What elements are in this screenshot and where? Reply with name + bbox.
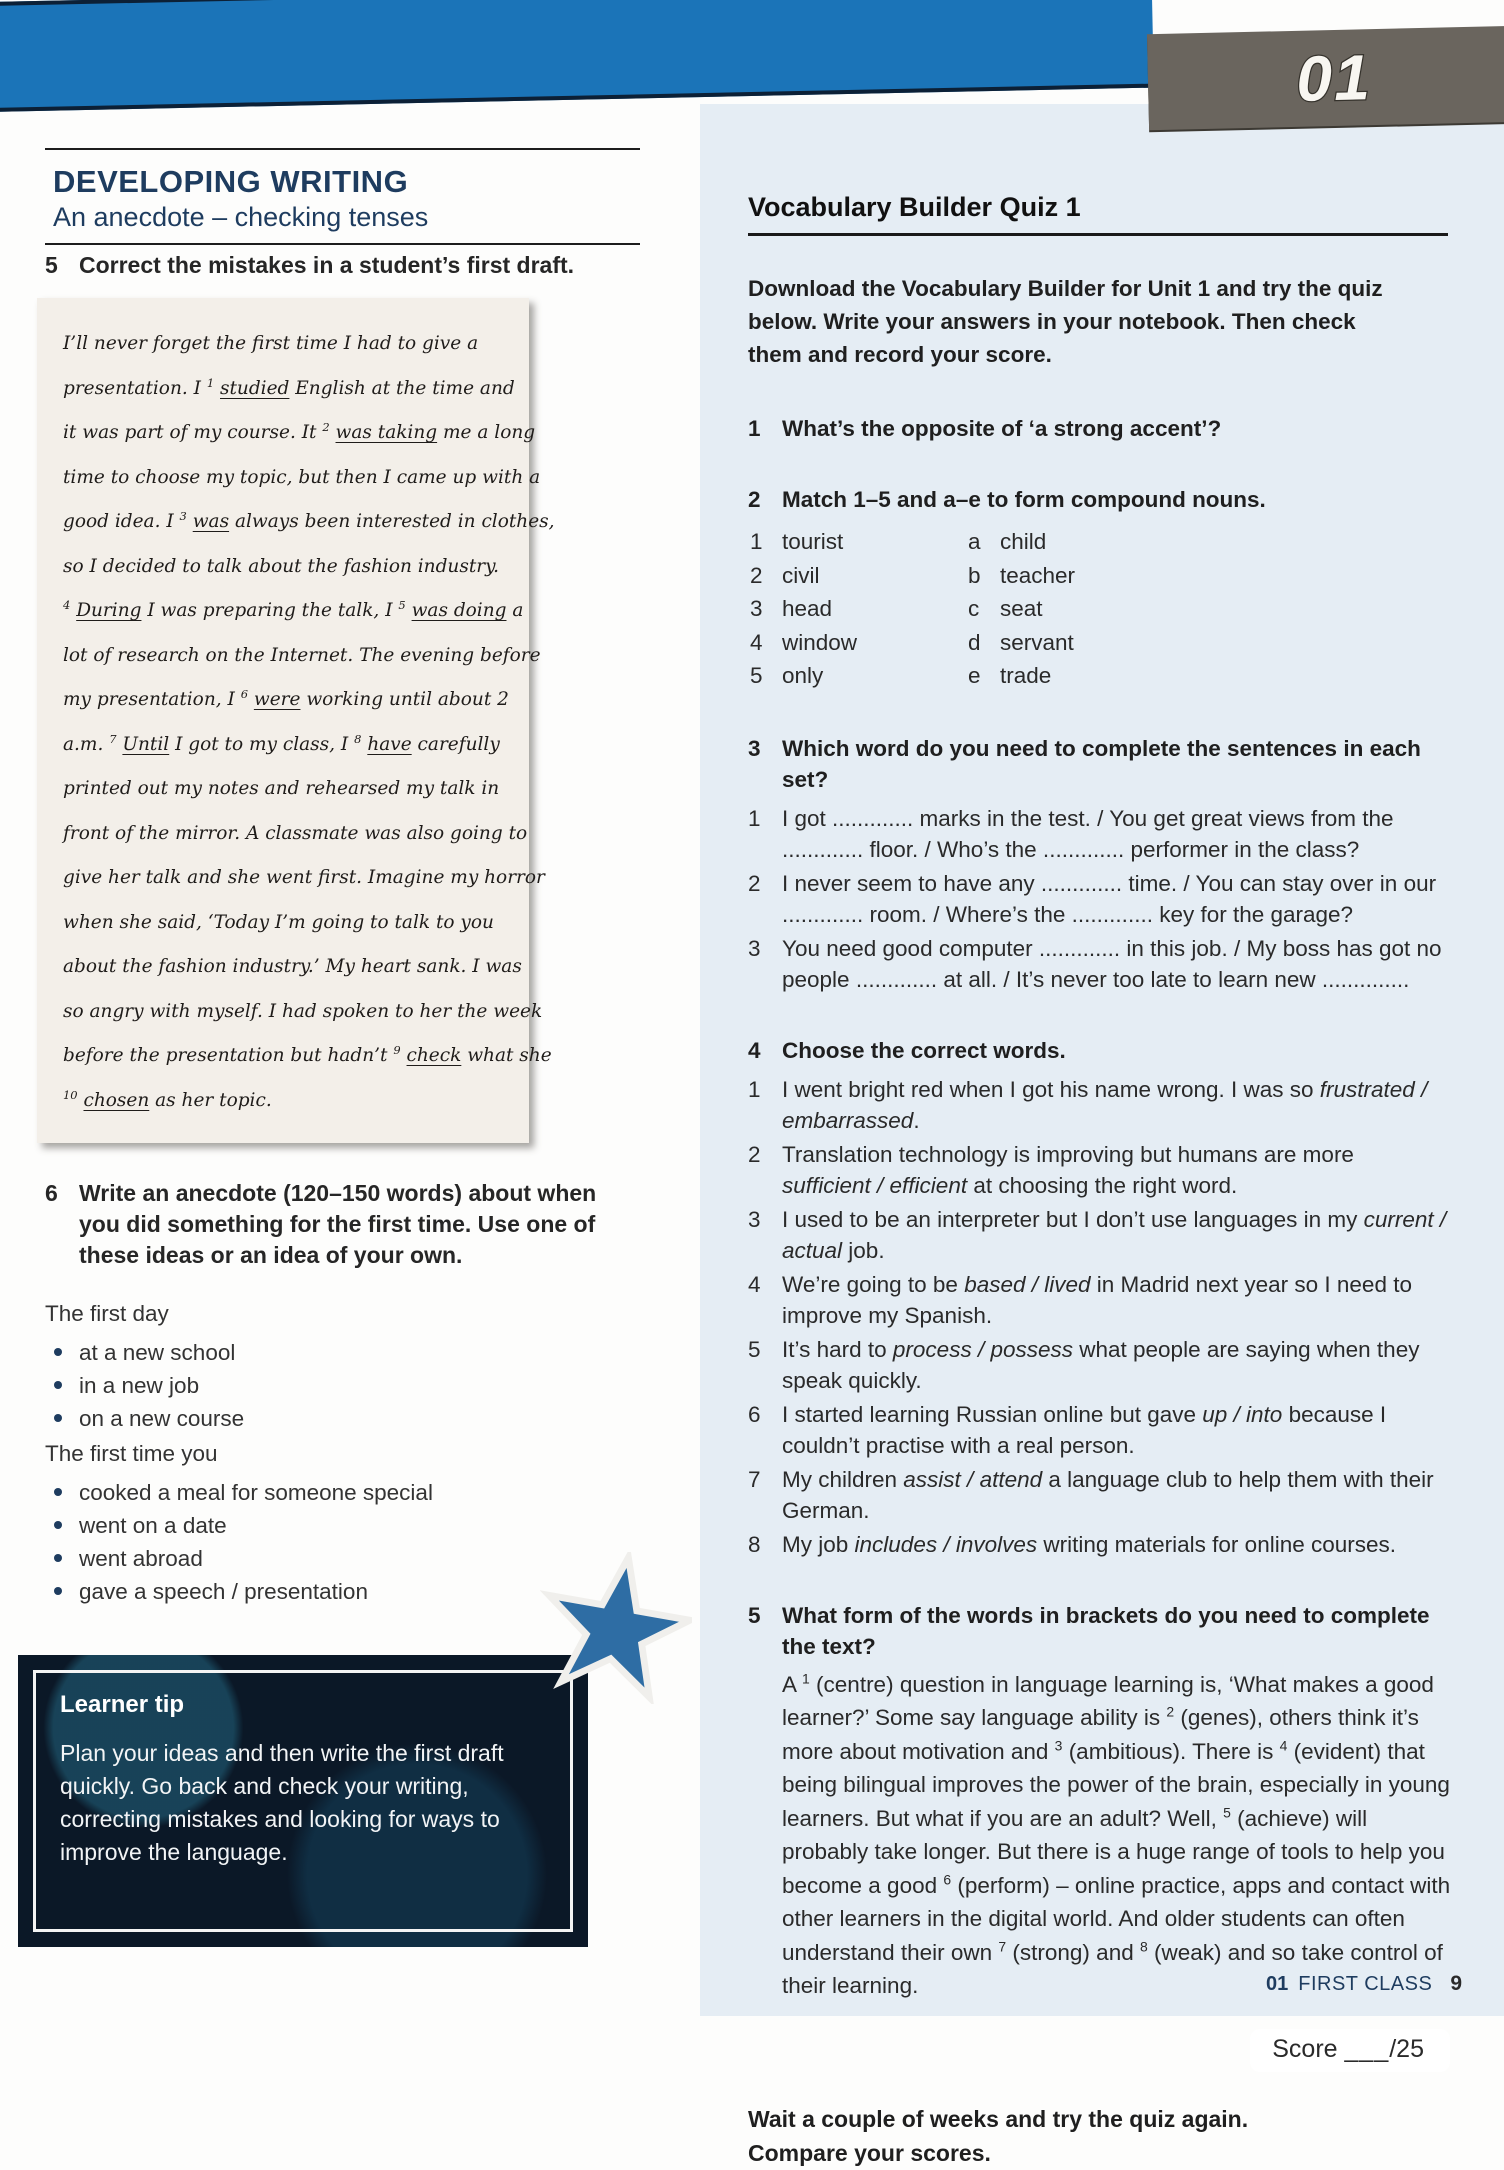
first-day-list bbox=[45, 1298, 605, 1435]
exercise-number: 6 bbox=[45, 1180, 58, 1206]
match-pair: b teacher bbox=[968, 562, 1076, 588]
match-pair: 4 window bbox=[750, 629, 858, 655]
draft-line: front of the mirror. A classmate was also going to bbox=[63, 822, 528, 844]
draft-line: when she said, ‘Today I’m going to talk to you bbox=[63, 911, 494, 933]
learner-tip-body: Plan your ideas and then write the first draft quickly. Go back and check your writing, correcting mistakes and looking for ways to improve the language. bbox=[60, 1740, 504, 1865]
match-pair: 2 civil bbox=[750, 562, 820, 588]
question-number: 2 bbox=[748, 487, 761, 512]
question-text: Choose the correct words. bbox=[782, 1037, 1066, 1063]
vocabulary-quiz-column bbox=[748, 192, 1460, 2170]
draft-line: printed out my notes and rehearsed my talk in bbox=[63, 778, 500, 799]
idea-bullet: at a new school bbox=[45, 1336, 605, 1369]
footer-book-title: FIRST CLASS bbox=[1298, 1973, 1433, 1995]
question-text: Which word do you need to complete the sentences in each set? bbox=[782, 735, 1421, 792]
draft-line: good idea. I $^3$ was always been interested in clothes, bbox=[63, 508, 555, 532]
draft-line: before the presentation but hadn’t $^9$ check what she bbox=[63, 1042, 552, 1066]
match-pair: d servant bbox=[968, 629, 1074, 655]
match-column-numbers bbox=[750, 525, 968, 693]
header-rule bbox=[45, 243, 640, 245]
quiz-intro: Download the Vocabulary Builder for Unit 1 and try the quiz below. Write your answers in your notebook. Then check them and record your score. bbox=[748, 276, 1383, 367]
question-3-items bbox=[748, 803, 1460, 995]
list-heading: The first day bbox=[45, 1301, 169, 1326]
bullet-icon bbox=[54, 1587, 62, 1595]
exercise-number: 5 bbox=[45, 252, 58, 278]
match-columns bbox=[750, 525, 1460, 693]
list-heading: The first time you bbox=[45, 1441, 218, 1466]
quiz-item: 5 It’s hard to process / possess what people are saying when they speak quickly. bbox=[748, 1336, 1420, 1393]
idea-bullet: went on a date bbox=[45, 1509, 605, 1542]
score-box bbox=[1250, 2029, 1450, 2072]
quiz-item: 1 I went bright red when I got his name wrong. I was so frustrated / embarrassed. bbox=[748, 1076, 1428, 1133]
quiz-item: 4 We’re going to be based / lived in Madrid next year so I need to improve my Spanish. bbox=[748, 1271, 1412, 1328]
idea-bullet: in a new job bbox=[45, 1369, 605, 1402]
first-time-list bbox=[45, 1438, 605, 1608]
star-icon bbox=[540, 1552, 692, 1704]
draft-line: $^4$ During I was preparing the talk, I $^5$ was doing a bbox=[63, 597, 524, 621]
section-subtitle: An anecdote – checking tenses bbox=[53, 202, 429, 232]
exercise-5-instruction bbox=[45, 250, 625, 281]
idea-bullet: went abroad bbox=[45, 1542, 605, 1575]
draft-line: my presentation, I $^6$ were working until about 2 bbox=[63, 686, 509, 710]
match-column-letters bbox=[968, 525, 1460, 693]
quiz-question-4 bbox=[748, 1035, 1460, 1560]
question-text: What form of the words in brackets do you need to complete the text? bbox=[782, 1602, 1430, 1659]
draft-line: $^{10}$ chosen as her topic. bbox=[63, 1087, 272, 1111]
learner-tip bbox=[18, 1655, 588, 1947]
question-number: 5 bbox=[748, 1602, 761, 1628]
learner-tip-box bbox=[18, 1655, 588, 1947]
quiz-item: 6 I started learning Russian online but gave up / into because I couldn’t practise with a real person. bbox=[748, 1401, 1387, 1458]
match-pair: 3 head bbox=[750, 596, 833, 621]
draft-line: lot of research on the Internet. The evening before bbox=[63, 644, 541, 666]
draft-line: so I decided to talk about the fashion industry. bbox=[63, 555, 499, 577]
match-pair: a child bbox=[968, 529, 1047, 554]
quiz-question-2 bbox=[748, 484, 1460, 693]
quiz-item: 3 I used to be an interpreter but I don’t use languages in my current / actual job. bbox=[748, 1206, 1447, 1263]
bullet-icon bbox=[54, 1381, 62, 1389]
bullet-icon bbox=[54, 1348, 62, 1356]
exercise-text: Correct the mistakes in a student’s first draft. bbox=[79, 252, 575, 278]
quiz-question-5 bbox=[748, 1600, 1460, 2003]
developing-writing-header bbox=[45, 148, 640, 245]
draft-line: it was part of my course. It $^2$ was taking me a long bbox=[63, 419, 536, 443]
quiz-title: Vocabulary Builder Quiz 1 bbox=[748, 192, 1448, 236]
quiz-item: 1 I got ............. marks in the test. / You get great views from the ............. floor. / Who’s the ............. performer in the class? bbox=[748, 805, 1394, 862]
quiz-item: 2 I never seem to have any ............. time. / You can stay over in our ............. room. / Where’s the ............. key for the garage? bbox=[748, 870, 1437, 927]
bullet-icon bbox=[54, 1554, 62, 1562]
question-5-text: A $^1$ (centre) question in language learning is, ‘What makes a good learner?’ Some say language ability is $^2$ (genes), others think it’s more about motivation and $^3$ (ambitious). There is $^4$ (evident) that being bilingual improves the power of the brain, especially in young learners. But what if you are an adult? Well, $^5$ (achieve) will probably take longer. But there is a huge range of tools to help you become a good $^6$ (perform) – online practice, apps and contact with other learners in the digital world. And older students can often understand their own $^7$ (strong) and $^8$ (weak) and so take control of their learning. bbox=[782, 1670, 1451, 1998]
unit-number-tab bbox=[1147, 26, 1504, 130]
question-4-items bbox=[748, 1074, 1460, 1560]
student-draft-note bbox=[37, 298, 555, 1143]
idea-bullet: cooked a meal for someone special bbox=[45, 1476, 605, 1509]
question-number: 3 bbox=[748, 735, 761, 761]
draft-line: so angry with myself. I had spoken to her the week bbox=[63, 1000, 543, 1022]
learner-tip-heading: Learner tip bbox=[60, 1691, 185, 1718]
question-text: What’s the opposite of ‘a strong accent’? bbox=[782, 416, 1222, 441]
quiz-item: 8 My job includes / involves writing materials for online courses. bbox=[748, 1531, 1397, 1557]
footer-unit-number: 01 bbox=[1266, 1973, 1289, 1995]
draft-line: a.m. $^7$ Until I got to my class, I $^8$ have carefully bbox=[63, 731, 500, 755]
idea-bullet: on a new course bbox=[45, 1402, 605, 1435]
footer-page-number: 9 bbox=[1450, 1972, 1462, 1995]
quiz-item: 3 You need good computer ............. in this job. / My boss has got no people ............. at all. / It’s never too late to learn new .............. bbox=[748, 935, 1442, 992]
quiz-question-1 bbox=[748, 413, 1460, 444]
bullet-icon bbox=[54, 1488, 62, 1496]
exercise-text: Write an anecdote (120–150 words) about when you did something for the first time. Use one of these ideas or an idea of your own. bbox=[79, 1180, 597, 1268]
draft-line: give her talk and she went first. Imagine my horror bbox=[63, 867, 545, 888]
score-blank: ___ bbox=[1344, 2034, 1390, 2063]
quiz-question-3 bbox=[748, 733, 1460, 995]
match-pair: e trade bbox=[968, 663, 1052, 688]
question-text: Match 1–5 and a–e to form compound nouns. bbox=[782, 487, 1266, 512]
match-pair: 1 tourist bbox=[750, 529, 844, 554]
learner-tip-inner-frame bbox=[33, 1670, 573, 1932]
exercise-6-instruction bbox=[45, 1178, 620, 1271]
draft-line: presentation. I $^1$ studied English at the time and bbox=[63, 375, 515, 399]
question-number: 4 bbox=[748, 1037, 761, 1063]
question-number: 1 bbox=[748, 416, 761, 441]
quiz-outro: Wait a couple of weeks and try the quiz again. Compare your scores. bbox=[748, 2105, 1249, 2166]
draft-line: time to choose my topic, but then I came up with a bbox=[63, 466, 541, 488]
left-column bbox=[45, 0, 645, 2016]
score-label: Score bbox=[1272, 2034, 1338, 2063]
unit-number: 01 bbox=[1295, 41, 1373, 115]
bullet-icon bbox=[54, 1414, 62, 1422]
section-title: DEVELOPING WRITING bbox=[53, 164, 409, 199]
page-footer bbox=[1266, 1972, 1462, 1996]
draft-line: about the fashion industry.’ My heart sank. I was bbox=[63, 956, 522, 977]
draft-line: I’ll never forget the first time I had to give a bbox=[63, 333, 479, 354]
quiz-item: 2 Translation technology is improving but humans are more sufficient / efficient at choosing the right word. bbox=[748, 1141, 1354, 1198]
match-pair: c seat bbox=[968, 596, 1043, 621]
idea-bullet: gave a speech / presentation bbox=[45, 1575, 605, 1608]
match-pair: 5 only bbox=[750, 663, 824, 688]
score-total: /25 bbox=[1389, 2034, 1424, 2063]
bullet-icon bbox=[54, 1521, 62, 1529]
score-row bbox=[748, 2029, 1450, 2072]
quiz-item: 7 My children assist / attend a language club to help them with their German. bbox=[748, 1466, 1434, 1523]
